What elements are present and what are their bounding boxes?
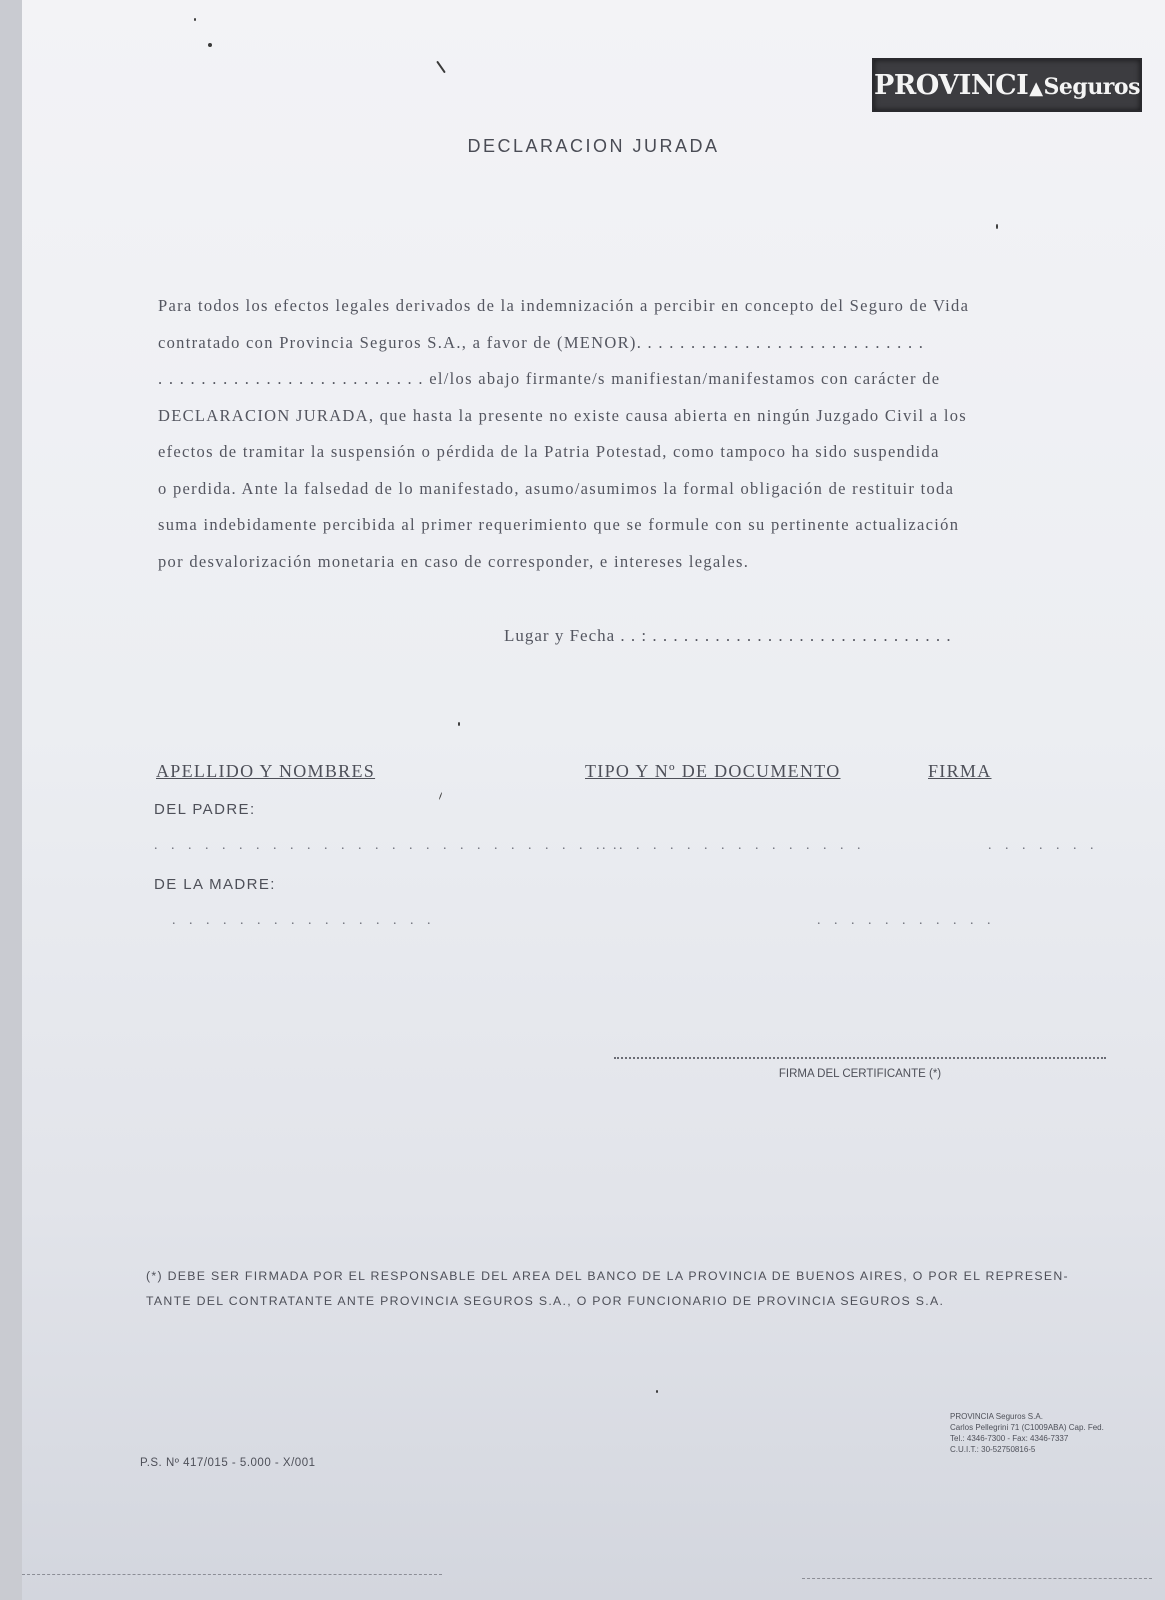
lugar-fecha-field[interactable]: Lugar y Fecha . . : . . . . . . . . . . . . . . . . . . . . . . . . . . . . . [504, 626, 952, 645]
speck-mark [656, 1390, 658, 1393]
provincia-seguros-logo [872, 58, 1142, 112]
scan-artifact-line [802, 1578, 1152, 1579]
paragraph-line: Para todos los efectos legales derivados de la indemnización a percibir en concepto del Seguro de Vida [158, 296, 970, 315]
speck-mark [458, 722, 460, 726]
speck-mark [996, 224, 998, 229]
paragraph-line: o perdida. Ante la falsedad de lo manifestado, asumo/asumimos la formal obligación de restituir toda [158, 478, 955, 498]
speck-mark [194, 18, 196, 21]
logo-text [874, 70, 1140, 101]
company-cuit: C.U.I.T.: 30-52750816-5 [950, 1445, 1036, 1454]
speck-mark [439, 792, 443, 800]
logo-triangle-icon: ▲ [1029, 77, 1043, 99]
label-de-la-madre: DE LA MADRE: [154, 876, 276, 893]
paragraph-line: por desvalorización monetaria en caso de corresponder, e intereses legales. [158, 551, 750, 571]
padre-signature-field[interactable]: . . . . . . . [988, 838, 1099, 853]
speck-mark [436, 61, 446, 74]
padre-document-field[interactable]: . . . . . . . . . . . . . . . . [602, 838, 866, 853]
madre-document-field[interactable]: . . . . . . . . . . . [817, 913, 996, 928]
footnote [146, 1264, 1122, 1314]
page-title: DECLARACION JURADA [467, 136, 720, 156]
paragraph-line: suma indebidamente percibida al primer requerimiento que se formule con su pertinente actualización [158, 515, 960, 534]
declaration-paragraph [158, 288, 1120, 580]
footnote-line: (*) DEBE SER FIRMADA POR EL RESPONSABLE DEL AREA DEL BANCO DE LA PROVINCIA DE BUENOS AIRES, O POR EL REPRESEN- [146, 1269, 1069, 1283]
logo-main-text: PROVINCI [874, 69, 1029, 101]
company-address: Carlos Pellegrini 71 (C1009ABA) Cap. Fed. [950, 1423, 1104, 1432]
paragraph-line: DECLARACION JURADA, que hasta la presente no existe causa abierta en ningún Juzgado Civil a los [158, 405, 968, 425]
certificante-signature-line[interactable] [614, 1057, 1106, 1059]
madre-name-field[interactable]: . . . . . . . . . . . . . . . . [172, 913, 436, 928]
company-info [950, 1411, 1158, 1455]
paragraph-line: contratado con Provincia Seguros S.A., a favor de (MENOR). . . . . . . . . . . . . . . . . . . . . . . . . . . [158, 332, 925, 352]
speck-mark [208, 43, 212, 47]
paragraph-line: efectos de tramitar la suspensión o pérdida de la Patria Potestad, como tampoco ha sido suspendida [158, 442, 940, 461]
company-phone: Tel.: 4346-7300 - Fax: 4346-7337 [950, 1434, 1069, 1443]
firma-certificante-label: FIRMA DEL CERTIFICANTE (*) [778, 1068, 942, 1080]
document-page [22, 0, 1165, 1600]
padre-name-field[interactable]: . . . . . . . . . . . . . . . . . . . . . . . . . . . . [154, 838, 622, 853]
scan-artifact-line [22, 1574, 442, 1575]
header-apellido-nombres: APELLIDO Y NOMBRES [156, 761, 376, 781]
form-code: P.S. Nº 417/015 - 5.000 - X/001 [140, 1457, 316, 1469]
header-tipo-documento: TIPO Y Nº DE DOCUMENTO [585, 761, 841, 781]
label-del-padre: DEL PADRE: [154, 801, 256, 818]
paragraph-line: . . . . . . . . . . . . . . . . . . . . . . . . . el/los abajo firmante/s manifiestan/manifestamos con carácter de [158, 369, 941, 388]
header-firma: FIRMA [928, 761, 992, 781]
company-name: PROVINCIA Seguros S.A. [950, 1412, 1043, 1421]
logo-accent-text: Seguros [1043, 73, 1140, 100]
footnote-line: TANTE DEL CONTRATANTE ANTE PROVINCIA SEGUROS S.A., O POR FUNCIONARIO DE PROVINCIA SEGUROS S.A. [146, 1294, 945, 1308]
